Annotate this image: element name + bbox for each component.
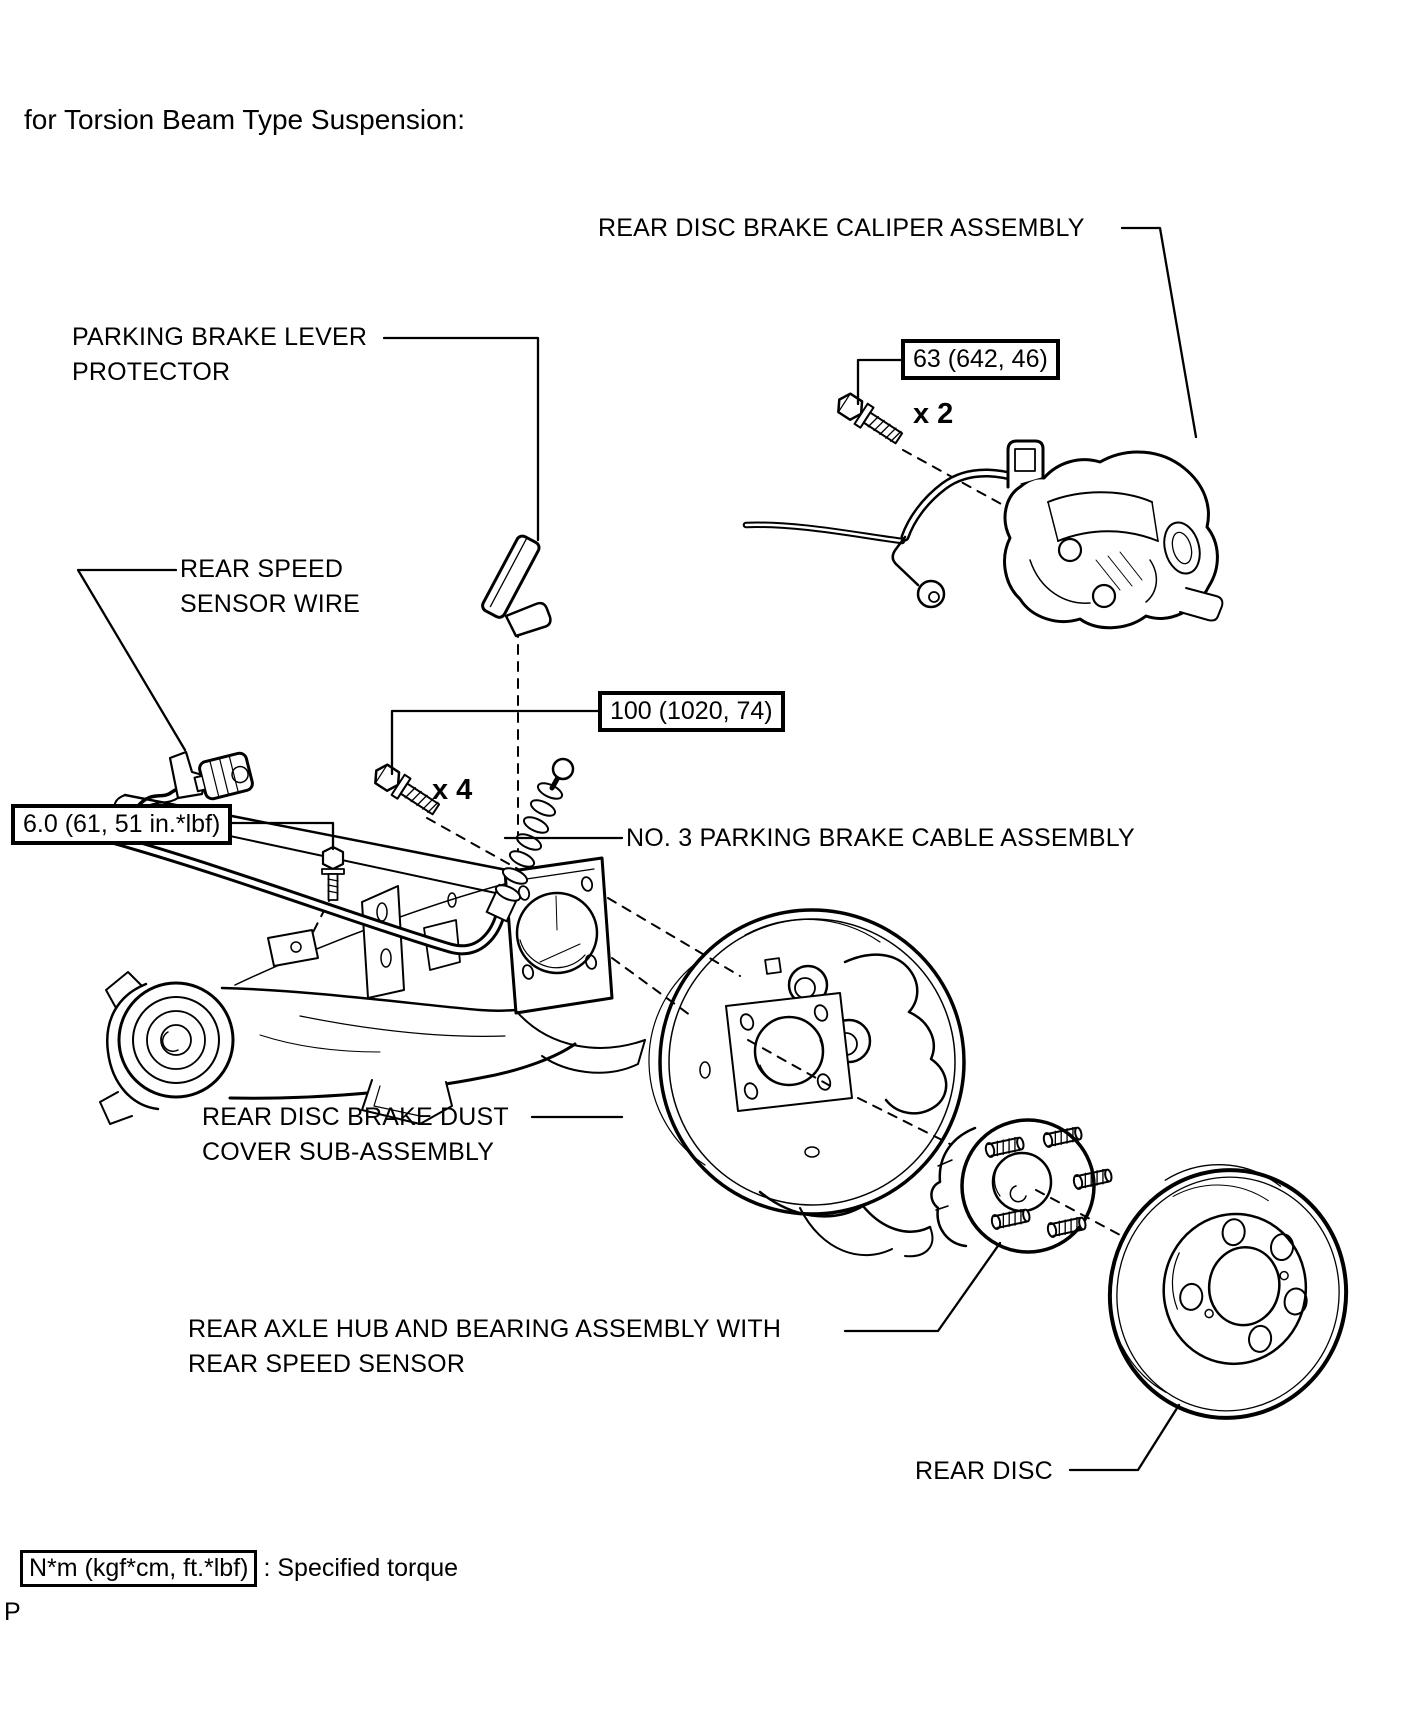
quantity-hub-bolts: x 4 [432,774,473,806]
caliper-mount-bolt-icon [833,390,906,449]
callout-axle-hub-line1: REAR AXLE HUB AND BEARING ASSEMBLY WITH [188,1315,782,1343]
callout-speed-sensor-wire-line1: REAR SPEED [180,555,344,583]
callout-caliper-assembly: REAR DISC BRAKE CALIPER ASSEMBLY [598,214,1085,242]
torque-spec-sensor-bolt: 6.0 (61, 51 in.*lbf) [11,804,232,845]
brake-caliper-drawing [746,441,1222,628]
torque-legend [20,1550,458,1587]
callout-dust-cover [202,1100,509,1170]
callout-axle-hub [188,1312,781,1382]
callout-rear-disc: REAR DISC [915,1457,1053,1485]
page-marker: P [4,1598,21,1626]
callout-speed-sensor-wire-line2: SENSOR WIRE [180,590,360,618]
rear-disc-drawing [1094,1151,1363,1433]
callout-dust-cover-line2: COVER SUB-ASSEMBLY [202,1138,495,1166]
callout-dust-cover-line1: REAR DISC BRAKE DUST [202,1103,509,1131]
torque-unit-box: N*m (kgf*cm, ft.*lbf) [20,1550,257,1587]
dust-cover-drawing [649,910,964,1256]
speed-sensor-wire-drawing [138,752,254,812]
callout-speed-sensor-wire [180,552,360,622]
lever-protector-drawing [481,534,551,636]
torque-legend-description: : Specified torque [263,1554,459,1582]
callout-lever-protector-line1: PARKING BRAKE LEVER [72,323,368,351]
torque-spec-hub-bolt: 100 (1020, 74) [598,691,785,732]
callout-axle-hub-line2: REAR SPEED SENSOR [188,1350,466,1378]
torque-spec-caliper-bolt: 63 (642, 46) [901,339,1060,380]
quantity-caliper-bolts: x 2 [913,398,954,430]
sensor-wire-bolt-icon [322,847,344,900]
axle-hub-drawing [931,1120,1112,1252]
callout-parking-brake-cable: NO. 3 PARKING BRAKE CABLE ASSEMBLY [626,824,1135,852]
callout-lever-protector [72,320,367,390]
callout-lever-protector-line2: PROTECTOR [72,358,231,386]
page-title: for Torsion Beam Type Suspension: [24,104,465,135]
